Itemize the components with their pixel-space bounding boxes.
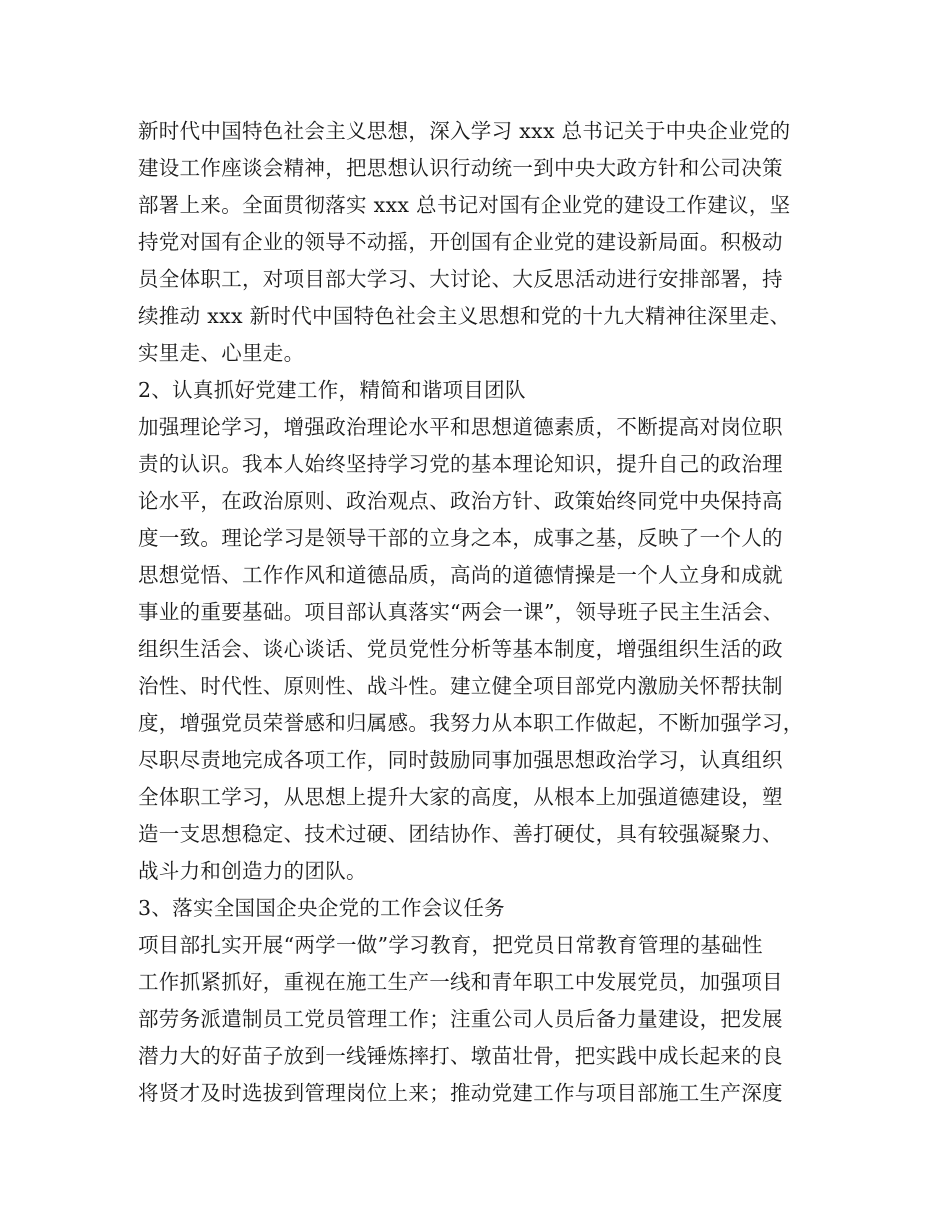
paragraph-line: 工作抓紧抓好，重视在施工生产一线和青年职工中发展党员，加强项目 xyxy=(138,970,783,994)
paragraph-line: 部署上来。全面贯彻落实 xxx 总书记对国有企业党的建设工作建议，坚 xyxy=(138,193,791,217)
paragraph-line: 全体职工学习，从思想上提升大家的高度，从根本上加强道德建设，塑 xyxy=(138,785,783,809)
paragraph-line: 度一致。理论学习是领导干部的立身之本，成事之基，反映了一个人的 xyxy=(138,526,783,550)
paragraph-line: 持党对国有企业的领导不动摇，开创国有企业党的建设新局面。积极动 xyxy=(138,230,783,254)
section-heading: 2、认真抓好党建工作，精简和谐项目团队 xyxy=(138,378,526,402)
paragraph-line: 战斗力和创造力的团队。 xyxy=(138,859,367,883)
paragraph-line: 员全体职工，对项目部大学习、大讨论、大反思活动进行安排部署，持 xyxy=(138,267,783,291)
paragraph-line: 治性、时代性、原则性、战斗性。建立健全项目部党内激励关怀帮扶制 xyxy=(138,674,783,698)
paragraph-line: 潜力大的好苗子放到一线锤炼摔打、墩苗壮骨，把实践中成长起来的良 xyxy=(138,1044,783,1068)
paragraph-line: 论水平，在政治原则、政治观点、政治方针、政策始终同党中央保持高 xyxy=(138,489,783,513)
paragraph-line: 事业的重要基础。项目部认真落实“两会一课”，领导班子民主生活会、 xyxy=(138,600,784,624)
paragraph-line: 部劳务派遣制员工党员管理工作；注重公司人员后备力量建设，把发展 xyxy=(138,1007,783,1031)
document-body xyxy=(138,113,828,1112)
paragraph-line: 续推动 xxx 新时代中国特色社会主义思想和党的十九大精神往深里走、 xyxy=(138,304,791,328)
paragraph-line: 尽职尽责地完成各项工作，同时鼓励同事加强思想政治学习，认真组织 xyxy=(138,748,783,772)
paragraph-line: 项目部扎实开展“两学一做”学习教育，把党员日常教育管理的基础性 xyxy=(138,933,763,957)
paragraph-line: 实里走、心里走。 xyxy=(138,341,305,365)
paragraph-line: 造一支思想稳定、技术过硬、团结协作、善打硬仗，具有较强凝聚力、 xyxy=(138,822,783,846)
paragraph-line: 将贤才及时选拔到管理岗位上来；推动党建工作与项目部施工生产深度 xyxy=(138,1081,783,1105)
paragraph-line: 思想觉悟、工作作风和道德品质，高尚的道德情操是一个人立身和成就 xyxy=(138,563,783,587)
paragraph-line: 建设工作座谈会精神，把思想认识行动统一到中央大政方针和公司决策 xyxy=(138,156,783,180)
paragraph-line: 度，增强党员荣誉感和归属感。我努力从本职工作做起，不断加强学习， xyxy=(138,711,804,735)
paragraph-line: 加强理论学习，增强政治理论水平和思想道德素质，不断提高对岗位职 xyxy=(138,415,783,439)
section-heading: 3、落实全国国企央企党的工作会议任务 xyxy=(138,896,505,920)
paragraph-line: 新时代中国特色社会主义思想，深入学习 xxx 总书记关于中央企业党的 xyxy=(138,119,791,143)
paragraph-line: 组织生活会、谈心谈话、党员党性分析等基本制度，增强组织生活的政 xyxy=(138,637,783,661)
paragraph-line: 责的认识。我本人始终坚持学习党的基本理论知识，提升自己的政治理 xyxy=(138,452,783,476)
